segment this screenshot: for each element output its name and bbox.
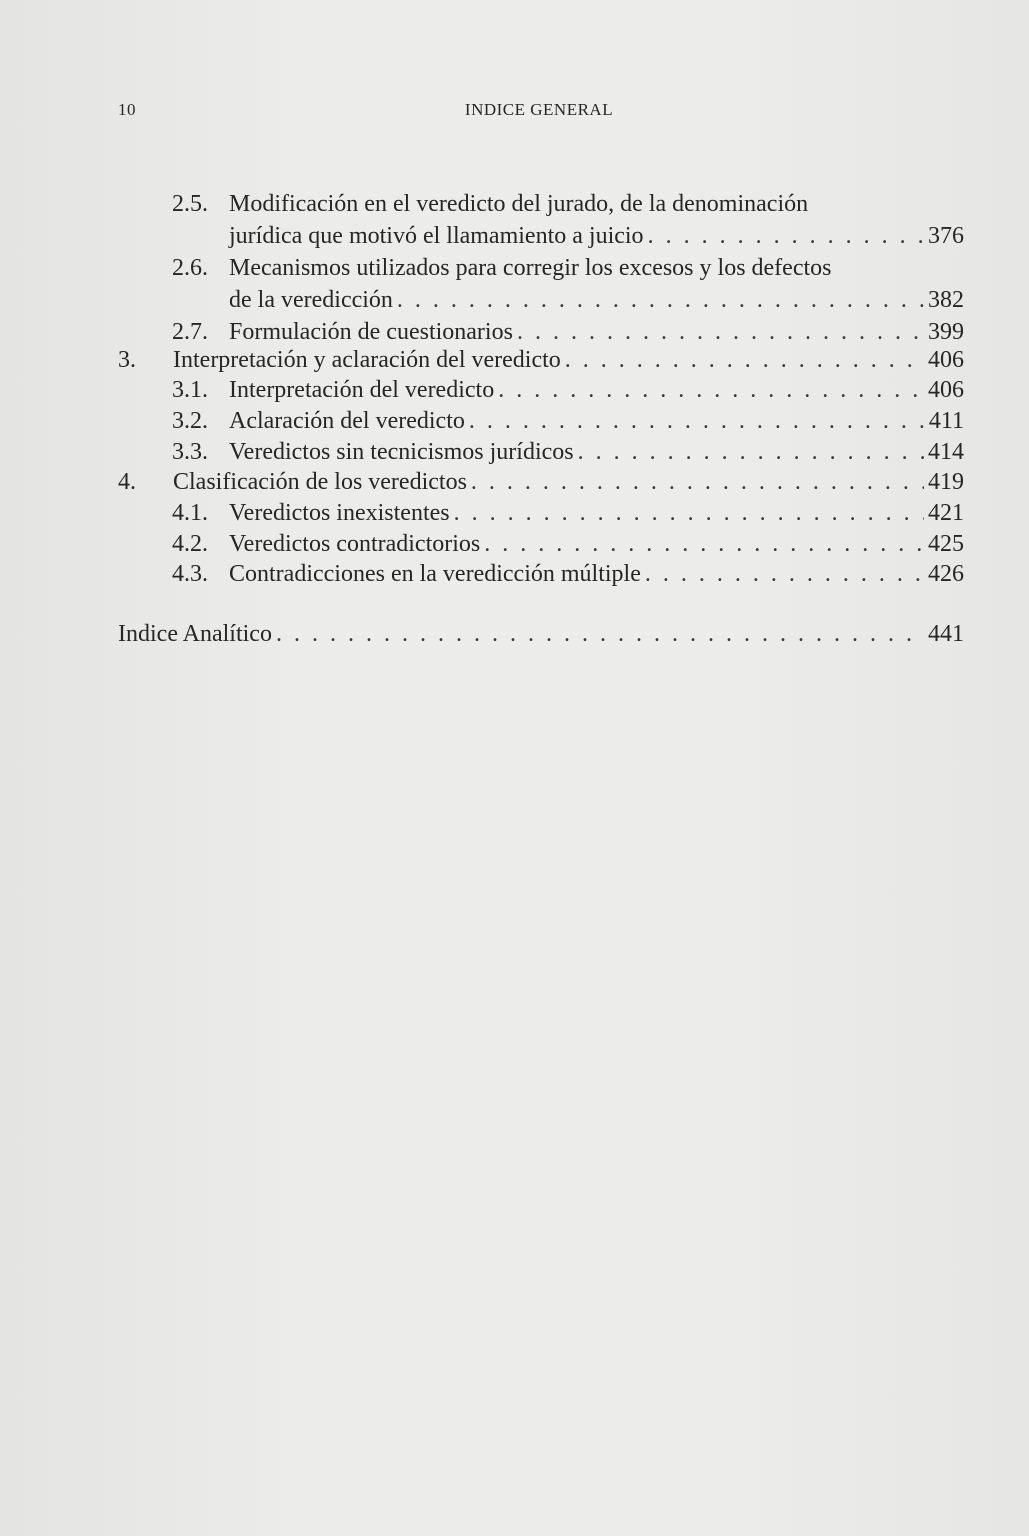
entry-page: 406 (928, 377, 964, 403)
toc-entry (0, 344, 1029, 376)
entry-page: 441 (928, 621, 964, 647)
toc-entry (0, 436, 1029, 468)
entry-title-line: Clasificación de los veredictos (173, 469, 467, 495)
entry-line (173, 466, 964, 498)
entry-page: 411 (928, 408, 964, 434)
entry-number: 4.1. (172, 500, 208, 526)
entry-page: 414 (928, 439, 964, 465)
entry-title-line: de la veredicción (229, 287, 393, 313)
entry-number: 4.2. (172, 531, 208, 557)
entry-line (229, 558, 964, 590)
entry-line (118, 618, 964, 650)
toc-entry (0, 528, 1029, 560)
entry-title-line: Veredictos contradictorios (229, 531, 481, 557)
leader-dots (648, 220, 924, 252)
entry-line (229, 497, 964, 529)
entry-page: 419 (928, 469, 964, 495)
entry-page: 399 (928, 319, 964, 345)
toc-entry (0, 405, 1029, 437)
entry-line (229, 436, 964, 468)
leader-dots (484, 528, 924, 560)
entry-title-line: Veredictos sin tecnicismos jurídicos (229, 439, 574, 465)
leader-dots (454, 497, 924, 529)
entry-page: 406 (928, 347, 964, 373)
leader-dots (469, 405, 925, 437)
entry-title-line: Interpretación del veredicto (229, 377, 495, 403)
entry-line (229, 188, 964, 220)
running-title: INDICE GENERAL (464, 100, 614, 119)
toc-entry (0, 466, 1029, 498)
leader-dots (471, 466, 924, 498)
leader-dots (397, 284, 924, 316)
entry-line (229, 220, 964, 252)
toc-entry (0, 188, 1029, 252)
entry-page: 376 (928, 223, 964, 249)
entry-number: 2.6. (172, 255, 208, 281)
toc-entry (0, 618, 1029, 650)
toc-entry (0, 252, 1029, 316)
entry-title-line: Mecanismos utilizados para corregir los excesos y los defectos (229, 255, 832, 281)
page-number: 10 (118, 100, 136, 119)
entry-page: 425 (928, 531, 964, 557)
toc-entry (0, 497, 1029, 529)
page-header (118, 100, 960, 124)
entry-line (173, 344, 964, 376)
entry-number: 4.3. (172, 561, 208, 587)
entry-title-line: Veredictos inexistentes (229, 500, 450, 526)
entry-line (229, 528, 964, 560)
entry-title-line: Interpretación y aclaración del veredicto (173, 347, 561, 373)
entry-number: 3.3. (172, 439, 208, 465)
entry-number: 2.5. (172, 191, 208, 217)
leader-dots (498, 374, 924, 406)
toc-entry (0, 374, 1029, 406)
leader-dots (578, 436, 924, 468)
entry-page: 382 (928, 287, 964, 313)
entry-title-line: Formulación de cuestionarios (229, 319, 513, 345)
entry-line (229, 374, 964, 406)
entry-number: 4. (118, 469, 136, 495)
entry-page: 421 (928, 500, 964, 526)
entry-page: 426 (928, 561, 964, 587)
entry-number: 3.1. (172, 377, 208, 403)
entry-title-line: Modificación en el veredicto del jurado, de la denominación (229, 191, 809, 217)
leader-dots (565, 344, 924, 376)
entry-title-line: Indice Analítico (118, 621, 272, 647)
entry-title-line: jurídica que motivó el llamamiento a juicio (229, 223, 644, 249)
entry-title-line: Aclaración del veredicto (229, 408, 465, 434)
entry-line (229, 284, 964, 316)
entry-title-line: Contradicciones en la veredicción múltiple (229, 561, 641, 587)
entry-line (229, 405, 964, 437)
leader-dots (645, 558, 924, 590)
toc-entry (0, 558, 1029, 590)
entry-number: 3. (118, 347, 136, 373)
entry-number: 3.2. (172, 408, 208, 434)
leader-dots (276, 618, 924, 650)
entry-number: 2.7. (172, 319, 208, 345)
entry-line (229, 252, 964, 284)
